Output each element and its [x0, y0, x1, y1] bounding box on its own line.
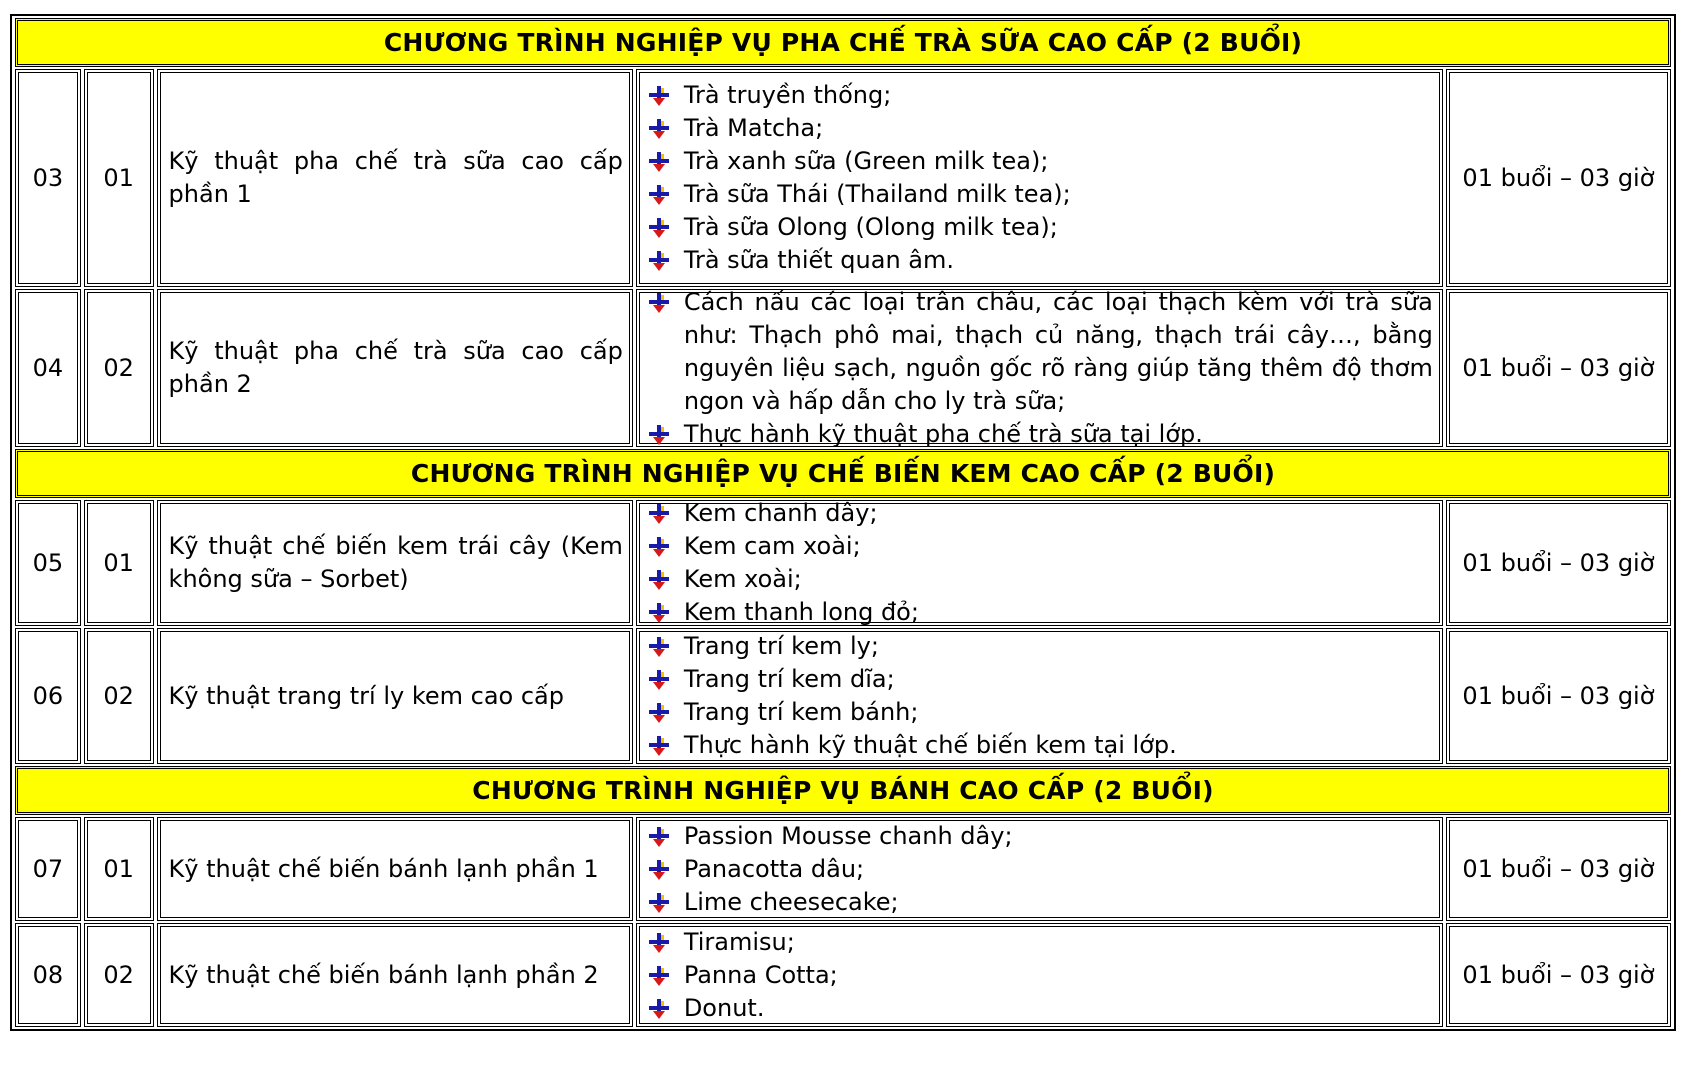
list-item — [644, 596, 1433, 629]
lesson-title: Kỹ thuật chế biến bánh lạnh phần 2 — [157, 923, 633, 1027]
bullet-arrow-icon — [648, 669, 670, 691]
list-item — [644, 418, 1433, 451]
bullet-arrow-icon — [648, 892, 670, 914]
list-item — [644, 926, 1433, 959]
list-item-text: Kem thanh long đỏ; — [683, 598, 919, 626]
bullet-arrow-icon — [648, 424, 670, 446]
list-item-text: Trà truyền thống; — [683, 81, 892, 109]
table-row — [15, 500, 1671, 626]
list-item — [644, 696, 1433, 729]
bullet-arrow-icon — [648, 932, 670, 954]
section-header — [15, 766, 1671, 815]
section-title: CHƯƠNG TRÌNH NGHIỆP VỤ CHẾ BIẾN KEM CAO CẤP (2 BUỔI) — [410, 459, 1276, 488]
content-list — [644, 630, 1433, 762]
content-list — [644, 79, 1433, 277]
lesson-content — [636, 923, 1443, 1027]
bullet-arrow-icon — [648, 85, 670, 107]
list-item-text: Thực hành kỹ thuật pha chế trà sữa tại lớp. — [683, 419, 1203, 448]
list-item — [644, 286, 1433, 418]
content-list — [644, 926, 1433, 1025]
list-item-text: Cách nấu các loại trân châu, các loại thạch kèm với trà sữa như: Thạch phô mai, thạch củ năng, thạch trái cây…, bằng nguyên liệu sạch, nguồn gốc rõ ràng giúp tăng thêm độ thơm ngon và hấp dẫn cho ly trà sữa; — [683, 287, 1433, 415]
lesson-number: 08 — [15, 923, 81, 1027]
list-item — [644, 630, 1433, 663]
list-item-text: Trà Matcha; — [683, 114, 824, 142]
lesson-duration: 01 buổi – 03 giờ — [1446, 500, 1671, 626]
lesson-number: 07 — [15, 817, 81, 921]
bullet-arrow-icon — [648, 965, 670, 987]
list-item-text: Trang trí kem dĩa; — [683, 665, 895, 693]
list-item-text: Kem chanh dây; — [683, 499, 878, 527]
list-item-text: Thực hành kỹ thuật chế biến kem tại lớp. — [683, 731, 1177, 759]
bullet-arrow-icon — [648, 859, 670, 881]
table-row — [15, 817, 1671, 921]
list-item — [644, 992, 1433, 1025]
lesson-number: 05 — [15, 500, 81, 626]
lesson-duration: 01 buổi – 03 giờ — [1446, 817, 1671, 921]
bullet-arrow-icon — [648, 735, 670, 757]
list-item — [644, 211, 1433, 244]
content-list — [644, 286, 1433, 451]
list-item — [644, 886, 1433, 919]
list-item — [644, 79, 1433, 112]
lesson-number: 03 — [15, 69, 81, 287]
list-item — [644, 563, 1433, 596]
lesson-title: Kỹ thuật pha chế trà sữa cao cấp phần 2 — [157, 289, 633, 447]
list-item — [644, 497, 1433, 530]
list-item-text: Trà sữa Thái (Thailand milk tea); — [683, 180, 1071, 208]
list-item — [644, 663, 1433, 696]
session-number: 02 — [84, 289, 154, 447]
bullet-arrow-icon — [648, 602, 670, 624]
bullet-arrow-icon — [648, 636, 670, 658]
list-item — [644, 530, 1433, 563]
content-list — [644, 820, 1433, 919]
list-item — [644, 244, 1433, 277]
session-number: 02 — [84, 923, 154, 1027]
session-number: 02 — [84, 628, 154, 764]
bullet-arrow-icon — [648, 998, 670, 1020]
lesson-title: Kỹ thuật pha chế trà sữa cao cấp phần 1 — [157, 69, 633, 287]
bullet-arrow-icon — [648, 569, 670, 591]
lesson-duration: 01 buổi – 03 giờ — [1446, 628, 1671, 764]
list-item-text: Panna Cotta; — [683, 960, 838, 989]
lesson-duration: 01 buổi – 03 giờ — [1446, 289, 1671, 447]
lesson-number: 04 — [15, 289, 81, 447]
lesson-content — [636, 628, 1443, 764]
list-item — [644, 112, 1433, 145]
bullet-arrow-icon — [648, 118, 670, 140]
lesson-title: Kỹ thuật chế biến kem trái cây (Kem không sữa – Sorbet) — [157, 500, 633, 626]
list-item-text: Donut. — [683, 993, 765, 1022]
lesson-content — [636, 69, 1443, 287]
list-item-text: Trang trí kem bánh; — [683, 698, 919, 726]
list-item-text: Passion Mousse chanh dây; — [683, 821, 1013, 850]
section-title: CHƯƠNG TRÌNH NGHIỆP VỤ BÁNH CAO CẤP (2 BUỔI) — [472, 776, 1214, 805]
table-row — [15, 289, 1671, 447]
list-item-text: Panacotta dâu; — [683, 854, 865, 883]
lesson-content — [636, 817, 1443, 921]
bullet-arrow-icon — [648, 250, 670, 272]
lesson-content — [636, 500, 1443, 626]
list-item-text: Lime cheesecake; — [683, 887, 899, 916]
bullet-arrow-icon — [648, 292, 670, 314]
lesson-duration: 01 buổi – 03 giờ — [1446, 923, 1671, 1027]
lesson-content — [636, 289, 1443, 447]
list-item-text: Tiramisu; — [683, 927, 795, 956]
list-item — [644, 729, 1433, 762]
bullet-arrow-icon — [648, 503, 670, 525]
content-list — [644, 497, 1433, 629]
bullet-arrow-icon — [648, 826, 670, 848]
table-row — [15, 69, 1671, 287]
section-header — [15, 18, 1671, 67]
bullet-arrow-icon — [648, 702, 670, 724]
lesson-number: 06 — [15, 628, 81, 764]
session-number: 01 — [84, 500, 154, 626]
lesson-title: Kỹ thuật chế biến bánh lạnh phần 1 — [157, 817, 633, 921]
list-item-text: Trang trí kem ly; — [683, 632, 879, 660]
section-header — [15, 449, 1671, 498]
list-item-text: Trà sữa thiết quan âm. — [683, 246, 955, 274]
curriculum-table — [10, 14, 1676, 1031]
section-title: CHƯƠNG TRÌNH NGHIỆP VỤ PHA CHẾ TRÀ SỮA CAO CẤP (2 BUỔI) — [383, 28, 1303, 57]
bullet-arrow-icon — [648, 217, 670, 239]
list-item-text: Kem xoài; — [683, 565, 802, 593]
bullet-arrow-icon — [648, 536, 670, 558]
list-item-text: Trà sữa Olong (Olong milk tea); — [683, 213, 1058, 241]
list-item-text: Kem cam xoài; — [683, 532, 861, 560]
bullet-arrow-icon — [648, 184, 670, 206]
lesson-duration: 01 buổi – 03 giờ — [1446, 69, 1671, 287]
bullet-arrow-icon — [648, 151, 670, 173]
list-item — [644, 145, 1433, 178]
table-row — [15, 628, 1671, 764]
lesson-title: Kỹ thuật trang trí ly kem cao cấp — [157, 628, 633, 764]
list-item — [644, 820, 1433, 853]
list-item-text: Trà xanh sữa (Green milk tea); — [683, 147, 1049, 175]
session-number: 01 — [84, 817, 154, 921]
list-item — [644, 853, 1433, 886]
list-item — [644, 959, 1433, 992]
session-number: 01 — [84, 69, 154, 287]
list-item — [644, 178, 1433, 211]
table-row — [15, 923, 1671, 1027]
